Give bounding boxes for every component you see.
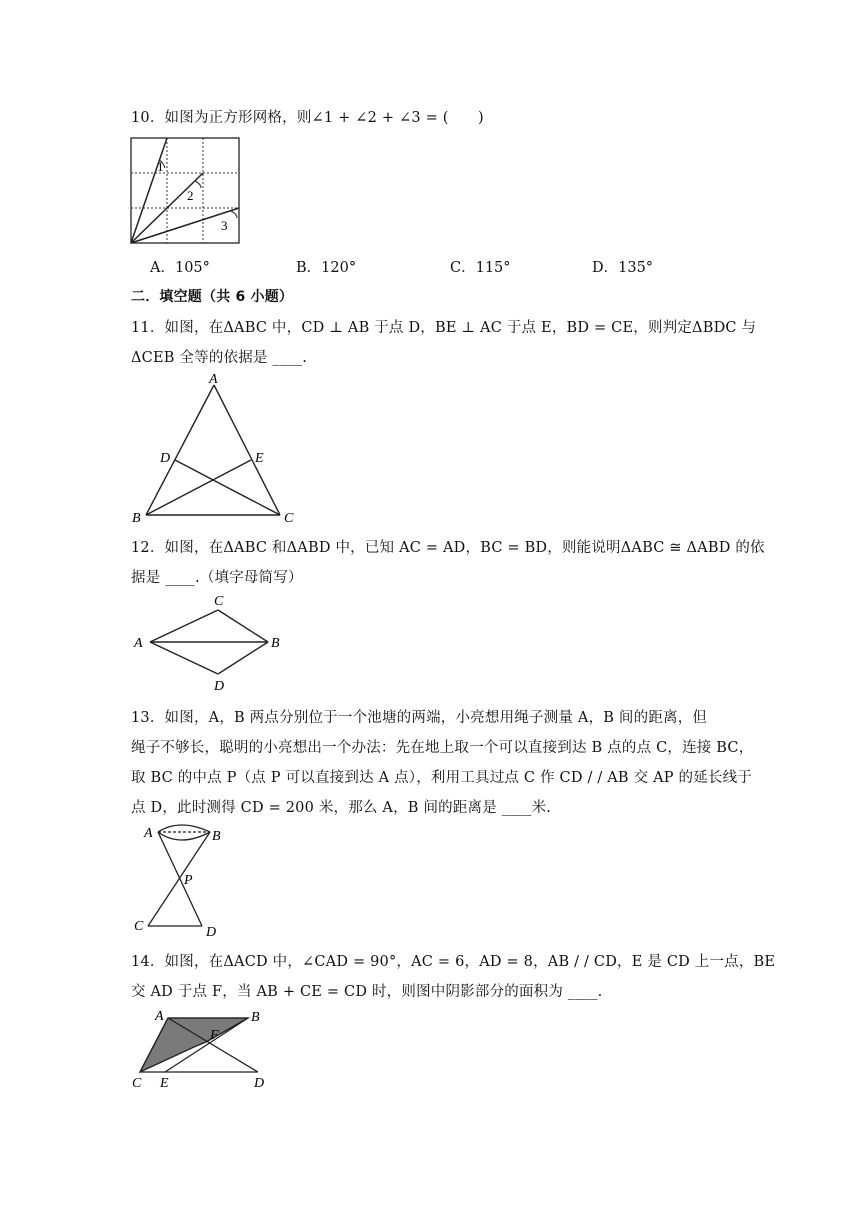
q14-line-2: 交 AD 于点 F，当 AB + CE = CD 时，则图中阴影部分的面积为 ____. [131, 984, 603, 1000]
q14-point-e: E [160, 1076, 169, 1091]
q13-line-2: 绳子不够长，聪明的小亮想出一个办法：先在地上取一个可以直接到达 B 点的点 C，连接 BC， [131, 740, 754, 756]
q14-point-a: A [155, 1009, 164, 1024]
q13-point-a: A [144, 826, 153, 841]
q14-point-d: D [254, 1076, 265, 1091]
q11-point-d: D [160, 451, 171, 466]
angle-label-3: 3 [221, 218, 228, 233]
q10-grid-figure [131, 138, 243, 248]
section-title: 二．填空题（共 6 小题） [131, 289, 294, 305]
q10-option-d[interactable]: D．135° [592, 260, 654, 276]
q14-point-b: B [251, 1010, 260, 1025]
q10-option-b[interactable]: B．120° [296, 260, 357, 276]
angle-label-2: 2 [187, 188, 194, 203]
q11-line-1: 11．如图，在ΔABC 中，CD ⊥ AB 于点 D，BE ⊥ AC 于点 E，BD = CE，则判定ΔBDC 与 [131, 320, 757, 336]
q11-triangle-figure [130, 372, 300, 527]
q13-point-d: D [206, 925, 217, 940]
q14-shaded-region [140, 1018, 248, 1072]
q13-point-c: C [134, 919, 144, 934]
q12-point-d: D [214, 679, 225, 694]
q13-point-p: P [184, 873, 193, 888]
q14-point-c: C [132, 1076, 142, 1091]
q11-point-b: B [132, 511, 141, 526]
q13-pond-figure [130, 822, 240, 940]
q12-line-2: 据是 ____.（填字母简写） [131, 570, 303, 586]
angle-label-1: 1 [157, 159, 164, 174]
q12-point-a: A [134, 636, 143, 651]
q12-line-1: 12．如图，在ΔABC 和ΔABD 中，已知 AC = AD，BC = BD，则能说明ΔABC ≅ ΔABD 的依 [131, 540, 765, 556]
q13-line-3: 取 BC 的中点 P（点 P 可以直接到达 A 点），利用工具过点 C 作 CD / / AB 交 AP 的延长线于 [131, 770, 753, 786]
q13-line-4: 点 D，此时测得 CD = 200 米，那么 A，B 间的距离是 ____米. [131, 800, 552, 816]
q12-point-b: B [271, 636, 280, 651]
q11-point-a: A [209, 372, 218, 387]
q10-option-a[interactable]: A．105° [150, 260, 210, 276]
q13-point-b: B [212, 829, 221, 844]
q14-line-1: 14．如图，在ΔACD 中，∠CAD = 90°，AC = 6，AD = 8，AB / / CD，E 是 CD 上一点，BE [131, 954, 776, 970]
q10-stem: 10．如图为正方形网格，则∠1 + ∠2 + ∠3 = ( ) [131, 110, 484, 126]
q14-point-f: F [210, 1028, 219, 1043]
q11-point-e: E [255, 451, 264, 466]
q12-point-c: C [214, 594, 224, 609]
q10-option-c[interactable]: C．115° [450, 260, 511, 276]
q12-kite-figure [130, 590, 300, 694]
q14-shaded-figure [130, 1006, 280, 1096]
q11-line-2: ΔCEB 全等的依据是 ____. [131, 350, 308, 366]
q11-point-c: C [284, 511, 294, 526]
q13-line-1: 13．如图，A，B 两点分别位于一个池塘的两端，小亮想用绳子测量 A，B 间的距离，但 [131, 710, 708, 726]
